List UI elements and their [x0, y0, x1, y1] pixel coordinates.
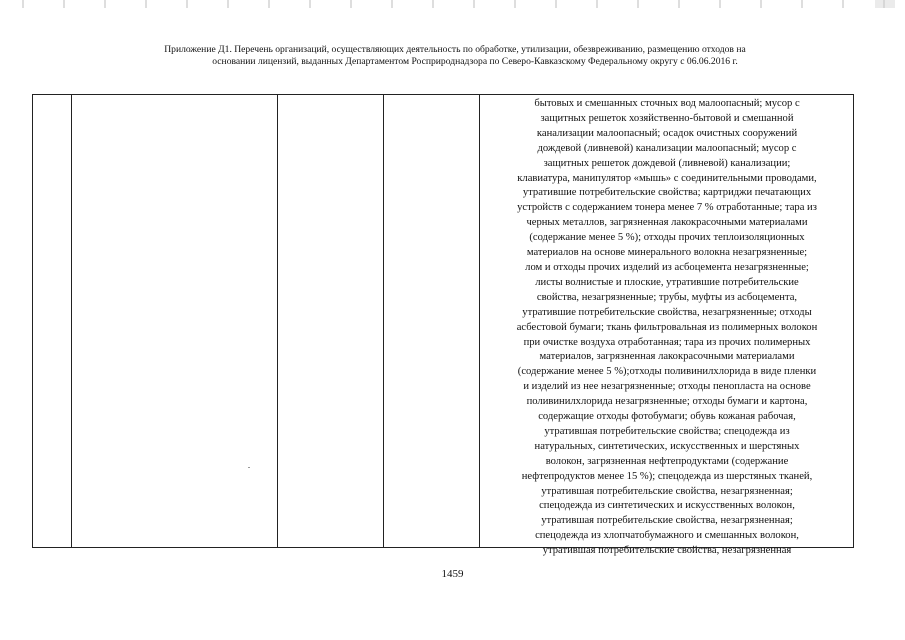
waste-types-cell	[481, 97, 853, 559]
cell-line: листы волнистые и плоские, утратившие потребительские	[535, 276, 799, 288]
cell-line: утратившая потребительские свойства, незагрязненная	[542, 545, 792, 557]
cell-line: (содержание менее 5 %); отходы прочих теплоизоляционных	[529, 232, 805, 244]
cell-line: материалов, загрязненная лакокрасочными материалами	[539, 351, 795, 363]
scan-artifact	[0, 0, 905, 8]
cell-line: асбестовой бумаги; ткань фильтровальная из полимерных волокон	[516, 321, 818, 333]
cell-line: защитных решеток дождевой (ливневой) канализации;	[543, 157, 791, 169]
page-title	[40, 44, 870, 68]
cell-line: утратившие потребительские свойства; картриджи печатающих	[522, 187, 812, 199]
cell-line: бытовых и смешанных сточных вод малоопасный; мусор с	[534, 98, 800, 109]
title-line-1: Приложение Д1. Перечень организаций, осуществляющих деятельность по обработке, утилизации, обезвреживанию, размещению отходов на	[164, 44, 746, 55]
cell-line: канализации малоопасный; осадок очистных сооружений	[536, 127, 798, 139]
cell-line: материалов на основе минерального волокна незагрязненные;	[526, 247, 808, 259]
cell-line: утратившая потребительские свойства; спецодежда из	[544, 425, 790, 437]
column-divider	[383, 95, 384, 547]
organizations-table	[32, 94, 854, 557]
cell-line: содержащие отходы фотобумаги; обувь кожаная рабочая,	[538, 411, 796, 423]
cell-line: утратившие потребительские свойства, незагрязненные; отходы	[522, 306, 812, 318]
cell-line: черных металлов, загрязненная лакокрасочными материалами	[526, 217, 808, 229]
cell-line: спецодежда из синтетических и искусственных волокон,	[539, 500, 795, 512]
cell-line: утратившая потребительские свойства, незагрязненная;	[541, 515, 793, 527]
cell-line: лом и отходы прочих изделий из асбоцемента незагрязненные;	[525, 261, 809, 273]
page-number: 1459	[441, 568, 464, 580]
cell-line: спецодежда из хлопчатобумажного и смешанных волокон,	[535, 530, 799, 542]
cell-line: дождевой (ливневой) канализации малоопасный; мусор с	[537, 142, 797, 154]
cell-line: (содержание менее 5 %);отходы поливинилхлорида в виде пленки	[517, 366, 817, 378]
title-line-2: основании лицензий, выданных Департаментом Росприроднадзора по Северо-Кавказскому Федеральному округу с 06.06.2016 г.	[212, 56, 738, 67]
column-divider	[277, 95, 278, 547]
cell-line: поливинилхлорида незагрязненные; отходы бумаги и картона,	[526, 396, 808, 408]
cell-line: защитных решеток хозяйственно-бытовой и смешанной	[540, 112, 794, 124]
column-divider	[71, 95, 72, 547]
cell-line: свойства, незагрязненные; трубы, муфты из асбоцемента,	[536, 291, 798, 303]
cell-line: и изделий из нее незагрязненные; отходы пенопласта на основе	[523, 381, 811, 393]
cell-line: клавиатура, манипулятор «мышь» с соединительными проводами,	[517, 172, 817, 184]
scan-speck	[248, 467, 250, 468]
column-divider	[479, 95, 480, 547]
cell-line: волокон, загрязненная нефтепродуктами (содержание	[545, 455, 789, 467]
cell-line: утратившая потребительские свойства, незагрязненная;	[541, 485, 793, 497]
scan-artifact-right	[875, 0, 895, 8]
cell-line: натуральных, синтетических, искусственных и шерстяных	[534, 440, 800, 452]
cell-line: нефтепродуктов менее 15 %); спецодежда из шерстяных тканей,	[521, 470, 813, 482]
cell-line: устройств с содержанием тонера менее 7 % отработанные; тара из	[517, 202, 817, 214]
cell-line: при очистке воздуха отработанная; тара из прочих полимерных	[523, 336, 811, 348]
